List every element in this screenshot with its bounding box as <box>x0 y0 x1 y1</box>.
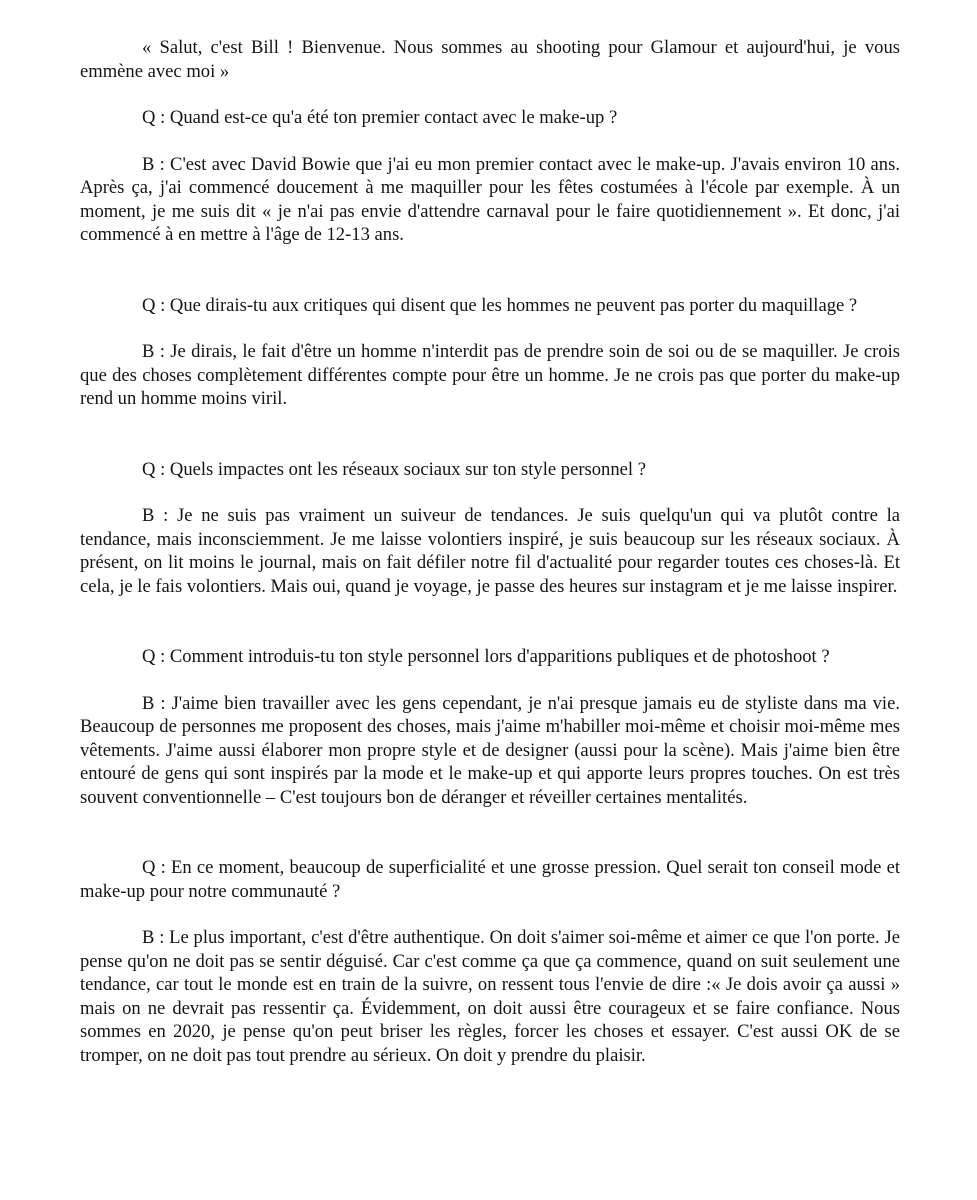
question-paragraph: Q : Comment introduis-tu ton style personnel lors d'apparitions publiques et de photoshoot ? <box>142 646 830 667</box>
answer-paragraph: B : Je dirais, le fait d'être un homme n'interdit pas de prendre soin de soi ou de se maquiller. Je crois que des choses complètement différentes compte pour être un homme. Je ne crois pas que porter du make-up rend un homme moins viril. <box>80 341 900 409</box>
answer-paragraph: B : J'aime bien travailler avec les gens cependant, je n'ai presque jamais eu de styliste dans ma vie. Beaucoup de personnes me proposent des choses, mais j'aime m'habiller moi-même et choisir moi-même mes vêtements. J'aime aussi élaborer mon propre style et de designer (aussi pour la scène). Mais j'aime bien être entouré de gens qui sont inspirés par la mode et le make-up et qui apporte leurs propres touches. On est très souvent conventionnelle – C'est toujours bon de déranger et réveiller certaines mentalités. <box>80 692 900 808</box>
question-paragraph: Q : Quels impactes ont les réseaux sociaux sur ton style personnel ? <box>142 458 646 480</box>
question-paragraph: Q : Que dirais-tu aux critiques qui disent que les hommes ne peuvent pas porter du maquillage ? <box>142 294 858 316</box>
question-paragraph: Q : En ce moment, beaucoup de superficialité et une grosse pression. Quel serait ton conseil mode et make-up pour notre communauté ? <box>80 857 900 902</box>
document-page <box>80 36 900 1067</box>
answer-paragraph: B : C'est avec David Bowie que j'ai eu mon premier contact avec le make-up. J'avais environ 10 ans. Après ça, j'ai commencé doucement à me maquiller pour les fêtes costumées à l'école par exemple. À un moment, je me suis dit « je n'ai pas envie d'attendre carnaval pour le faire quotidiennement ». Et donc, j'ai commencé à en mettre à l'âge de 12-13 ans. <box>80 153 900 245</box>
answer-paragraph: B : Je ne suis pas vraiment un suiveur de tendances. Je suis quelqu'un qui va plutôt contre la tendance, mais inconsciemment. Je me laisse volontiers inspiré, je suis beaucoup sur les réseaux sociaux. À présent, on lit moins le journal, mais on fait défiler notre fil d'actualité pour regarder toutes ces choses-là. Et cela, je le fais volontiers. Mais oui, quand je voyage, je passe des heures sur instagram et je me laisse inspirer. <box>80 505 900 597</box>
answer-paragraph: B : Le plus important, c'est d'être authentique. On doit s'aimer soi-même et aimer ce que l'on porte. Je pense qu'on ne doit pas se sentir déguisé. Car c'est comme ça que ça commence, quand on suit seulement une tendance, car tout le monde est en train de la suivre, on ressent tous l'envie de dire :« Je dois avoir ça aussi » mais on ne devrait pas ressentir ça. Évidemment, on doit aussi être courageux et se faire confiance. Nous sommes en 2020, je pense qu'on peut briser les règles, forcer les choses et essayer. C'est aussi OK de se tromper, on ne doit pas tout prendre au sérieux. On doit y prendre du plaisir. <box>80 927 900 1066</box>
question-paragraph: Q : Quand est-ce qu'a été ton premier contact avec le make-up ? <box>142 107 618 128</box>
intro-paragraph: « Salut, c'est Bill ! Bienvenue. Nous sommes au shooting pour Glamour et aujourd'hui, je vous emmène avec moi » <box>80 37 900 82</box>
